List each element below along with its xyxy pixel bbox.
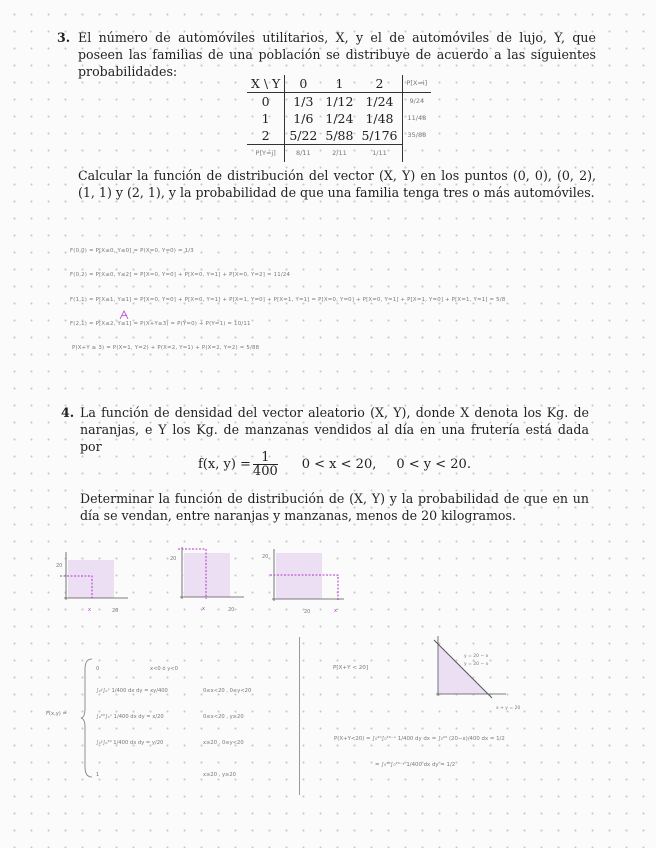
- problem-3-statement: El número de automóviles utilitarios, X, y el de automóviles de lujo, Y, que poseen las familias de una población se distribuye de acuerdo a las siguientes probabilidades:: [78, 30, 596, 79]
- formula-lhs: f(x, y) =: [198, 456, 251, 472]
- problem-3-number: 3.: [57, 30, 71, 45]
- table-cell: 1/12: [325, 94, 354, 109]
- cdf-label: F(x,y) =: [46, 711, 67, 717]
- density-formula: [198, 447, 498, 481]
- graph-line-label: y = 20 − x: [464, 662, 489, 667]
- formula-numerator: 1: [253, 451, 278, 465]
- table-cell: 1/3: [285, 93, 322, 111]
- table-cell: 1/24: [365, 94, 394, 109]
- prob-work: = ∫₀²⁰∫₀²⁰⁻ʸ 1/400 dx dy = 1/2: [375, 762, 456, 768]
- region-graph-1: [54, 548, 134, 614]
- table-marginal: 35/88: [402, 127, 431, 145]
- graph-xtick: 20: [228, 607, 235, 613]
- cdf-case-expr: 0: [96, 666, 100, 672]
- work-line: F(2,1) = P[X≤2, Y≤1] = P(X+Y≥3) = P(Y=0) + P(Y=1) = 10/11: [70, 321, 251, 327]
- problem-4-number: 4.: [61, 405, 75, 420]
- table-marginal-header: P[X=i]: [402, 75, 431, 93]
- graph-mark: x: [202, 606, 205, 612]
- table-cell: 1/24: [325, 111, 354, 126]
- problem-4-statement: La función de densidad del vector aleatorio (X, Y), donde X denota los Kg. de naranjas, e Y los Kg. de manzanas vendidos al día en una frutería está dada por: [80, 405, 589, 454]
- table-marginal: 9/24: [402, 93, 431, 111]
- problem-3-question: Calcular la función de distribución del vector (X, Y) en los puntos (0, 0), (0, 2), (1, 1) y (2, 1), y la probabilidad de que una familia tenga tres o más automóviles.: [78, 168, 596, 200]
- table-bottom-value: 8/11: [285, 145, 322, 163]
- table-col-header: 1: [321, 75, 357, 93]
- graph-x-label: x + y = 20: [496, 706, 521, 711]
- cdf-case-cond: x≥20 , 0≤y<20: [203, 740, 244, 746]
- prob-label: P[X+Y < 20]: [333, 665, 369, 671]
- table-row: [247, 93, 431, 111]
- formula-condition-y: 0 < y < 20.: [396, 456, 471, 472]
- divider: [299, 637, 300, 795]
- cases-brace: [80, 657, 94, 779]
- graph-xtick: 20: [304, 609, 311, 615]
- formula-condition-x: 0 < x < 20,: [301, 456, 377, 472]
- graph-line-label: y = 20 − x: [464, 654, 489, 659]
- triangle-region-graph: [426, 632, 530, 711]
- graph-ytick: 20: [170, 556, 177, 562]
- table-marginal: 11/48: [402, 110, 431, 127]
- probability-table: [247, 75, 431, 162]
- table-row: [247, 145, 431, 163]
- table-cell: 5/176: [357, 127, 402, 145]
- formula-fraction: [253, 451, 278, 478]
- table-bottom-label: P[Y=j]: [255, 149, 276, 157]
- handwritten-highlight: [118, 309, 142, 321]
- cdf-case-expr: 1: [96, 772, 100, 778]
- cdf-case-cond: 0≤x<20 , 0≤y<20: [203, 688, 252, 694]
- cdf-case-cond: x<0 ó y<0: [150, 666, 178, 672]
- table-bottom-value: 2/11: [332, 149, 347, 157]
- cdf-case-cond: 0≤x<20 , y≥20: [203, 714, 244, 720]
- work-line: F(0,0) = P[X≤0, Y≤0] = P(X=0, Y=0) = 1/3: [70, 248, 194, 254]
- table-row-label: 1: [261, 111, 270, 126]
- prob-work: P(X+Y<20) = ∫₀²⁰∫₀²⁰⁻ˣ 1/400 dy dx = ∫₀²⁰ (20−x)/400 dx = 1/2: [334, 736, 505, 742]
- region-graph-2: [170, 543, 250, 613]
- formula-denominator: 400: [252, 463, 278, 479]
- table-row: [247, 127, 431, 145]
- graph-mark: x: [88, 607, 91, 613]
- table-corner: X \ Y: [247, 75, 285, 93]
- work-line: F(1,1) = P[X≤1, Y≤1] = P[X=0, Y=0] + P[X=0, Y=1] + P[X=1, Y=0] + P[X=1, Y=1] = P[X=0, Y=0] + P[X=0, Y=1] + P[X=1, Y=0] + P[X=1, Y=1] = 5/8: [70, 297, 506, 303]
- cdf-case-cond: x≥20 , y≥20: [203, 772, 236, 778]
- table-cell: 5/88: [321, 127, 357, 145]
- table-row-label: 0: [261, 94, 270, 109]
- graph-mark: x: [334, 608, 337, 614]
- cdf-case-expr: ∫₀ʸ∫₀²⁰ 1/400 dx dy = y/20: [96, 740, 164, 746]
- table-col-header: 0: [285, 75, 322, 93]
- graph-ytick: 20: [262, 554, 269, 560]
- cdf-case-expr: ∫₀ʸ∫₀ˣ 1/400 dx dy = xy/400: [96, 688, 168, 694]
- table-cell: 1/48: [365, 111, 394, 126]
- table-row: [247, 110, 431, 127]
- table-cell: 1/6: [285, 110, 322, 127]
- table-row-label: 2: [247, 127, 285, 145]
- problem-4-question: Determinar la función de distribución de (X, Y) y la probabilidad de que en un día se vendan, entre naranjas y manzanas, menos de 20 kilogramos.: [80, 491, 589, 523]
- graph-ytick: 20: [56, 563, 63, 569]
- table-col-header: 2: [357, 75, 402, 93]
- table-cell: 5/22: [285, 127, 322, 145]
- table-bottom-value: 1/11: [372, 149, 387, 157]
- graph-xtick: 20: [112, 608, 119, 614]
- work-line: P(X+Y ≥ 3) = P(X=1, Y=2) + P(X=2, Y=1) + P(X=2, Y=2) = 5/88: [72, 345, 260, 351]
- cdf-case-expr: ∫₀²⁰∫₀ˣ 1/400 dx dy = x/20: [96, 714, 164, 720]
- work-line: F(0,2) = P[X≤0, Y≤2] = P[X=0, Y=0] + P[X=0, Y=1] + P[X=0, Y=2] = 11/24: [70, 272, 291, 278]
- region-graph-3: [262, 545, 350, 613]
